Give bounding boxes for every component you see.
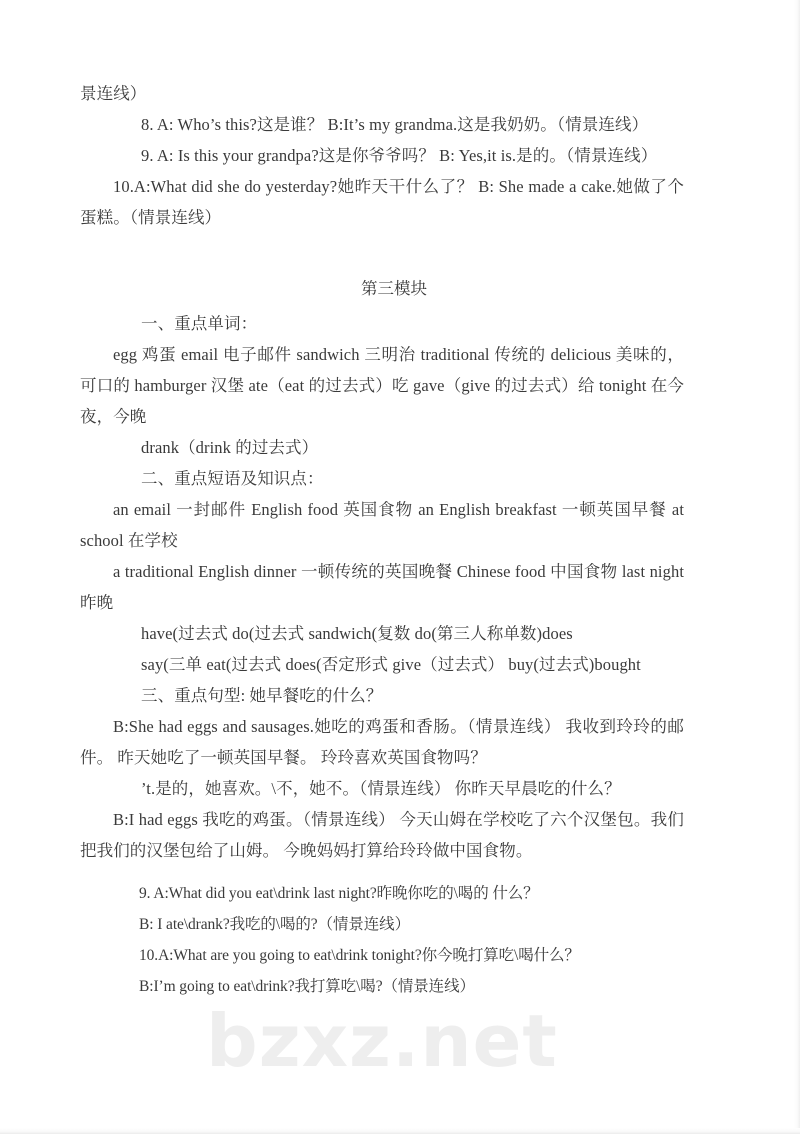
section2-grammar-1: have(过去式 do(过去式 sandwich(复数 do(第三人称单数)does [141,624,573,643]
section3-qa-item-10-question: 10.A:What are you going to eat\drink tonight?你今晚打算吃\喝什么？ [139,947,580,964]
section1-words-extra: drank（drink 的过去式） [141,438,319,457]
section3-heading: 三、重点句型: 她早餐吃的什么？ [141,686,383,705]
page-edge-bottom [0,1128,800,1134]
module3-title: 第三模块 [361,279,427,298]
section1-words-block: egg 鸡蛋 email 电子邮件 sandwich 三明治 traditional 传统的 delicious 美味的，可口的 hamburger 汉堡 ate（eat 的过去式）吃 gave（give 的过去式）给 tonight 在今夜，今晚 [80,345,684,426]
section2-phrase-1: an email 一封邮件 English food 英国食物 an English breakfast 一顿英国早餐 at school 在学校 [80,500,684,550]
section2-grammar-2: say(三单 eat(过去式 does(否定形式 give（过去式） buy(过去式)bought [141,655,641,674]
section1-heading: 一、重点单词： [141,314,258,333]
page-edge-right [794,0,800,1134]
continuation-fragment: 景连线） [80,84,147,103]
section3-paragraph-1: B:She had eggs and sausages.她吃的鸡蛋和香肠。（情景连线） 我收到玲玲的邮件。 昨天她吃了一顿英国早餐。 玲玲喜欢英国食物吗？ [80,717,684,767]
document-body [80,78,684,1002]
module2-item-10: 10.A:What did she do yesterday?她昨天干什么了？ B: She made a cake.她做了个蛋糕。（情景连线） [80,177,684,227]
section3-qa-item-9-question: 9. A:What did you eat\drink last night?昨晚你吃的\喝的 什么？ [139,885,539,902]
module2-item-8: 8. A: Who’s this?这是谁？ B:It’s my grandma.这是我奶奶。（情景连线） [141,115,649,134]
section3-paragraph-3: B:I had eggs 我吃的鸡蛋。（情景连线） 今天山姆在学校吃了六个汉堡包。我们把我们的汉堡包给了山姆。 今晚妈妈打算给玲玲做中国食物。 [80,810,684,860]
section3-paragraph-2: ’t.是的，她喜欢。\不，她不。（情景连线） 你昨天早晨吃的什么？ [141,779,621,798]
section2-heading: 二、重点短语及知识点： [141,469,324,488]
section2-phrase-2: a traditional English dinner 一顿传统的英国晚餐 Chinese food 中国食物 last night 昨晚 [80,562,684,612]
section-spacer [108,233,684,273]
module2-item-9: 9. A: Is this your grandpa?这是你爷爷吗？ B: Yes,it is.是的。（情景连线） [141,146,658,165]
section3-qa-item-9-answer: B: I ate\drank?我吃的\喝的?（情景连线） [139,916,410,933]
qa-spacer [108,866,684,878]
section3-qa-item-10-answer: B:I’m going to eat\drink?我打算吃\喝?（情景连线） [139,978,475,995]
watermark-bzxz: bzxz.net [206,999,558,1083]
